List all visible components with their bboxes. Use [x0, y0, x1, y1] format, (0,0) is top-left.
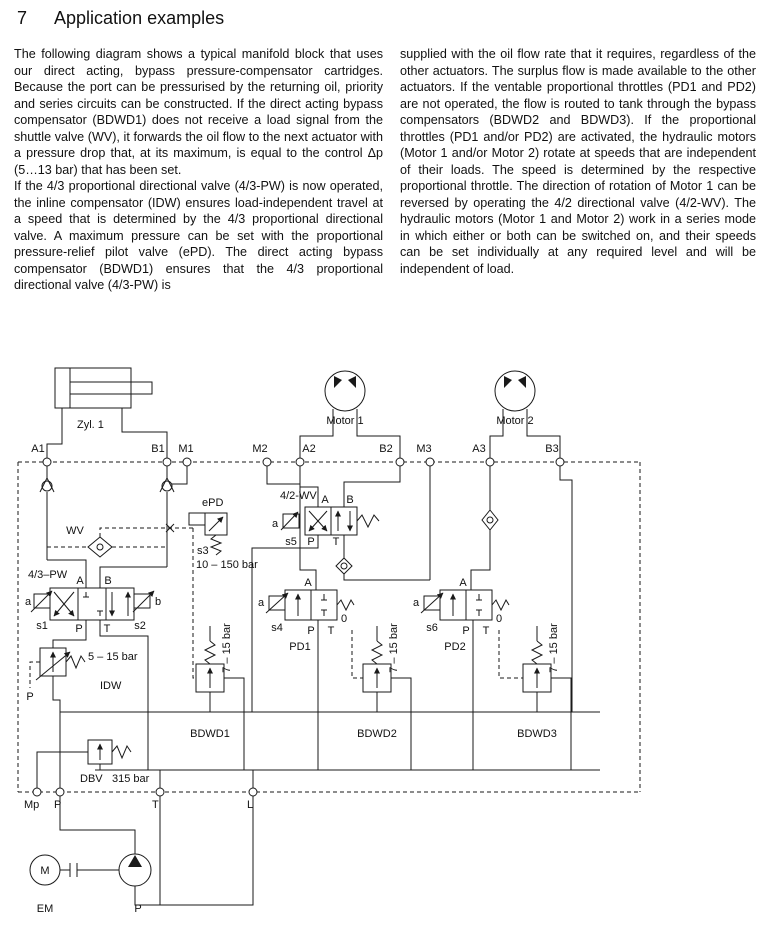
electric-motor-m: M [40, 865, 50, 877]
valve43-pos-a: a [24, 596, 32, 608]
cylinder-label: Zyl. 1 [77, 419, 104, 431]
valve42-port-b: B [346, 494, 354, 506]
port-m3 [426, 458, 434, 466]
shuttle-valve-label: WV [66, 525, 84, 537]
idw-port-p: P [26, 691, 34, 703]
port-a1 [43, 458, 51, 466]
compensator-bdwd3 [523, 626, 571, 770]
motor1-label: Motor 1 [326, 415, 364, 427]
dbv-label: DBV [80, 773, 103, 785]
bdwd2-label: BDWD2 [357, 728, 397, 740]
valve43-port-b: B [104, 575, 112, 587]
port-l [249, 788, 257, 796]
port-label-m2: M2 [252, 443, 268, 455]
port-label-mp: Mp [24, 799, 40, 811]
check-valve-a1 [40, 466, 54, 560]
pump-unit [30, 796, 253, 905]
port-label-b1: B1 [151, 443, 165, 455]
valve42-port-p: P [307, 536, 315, 548]
s6-label: s6 [426, 622, 438, 634]
paragraph: supplied with the oil flow rate that it requires, regardless of the other actuators. The surplus flow is made available to the other actuators. If the ventable proportional throttles (PD1 and PD2) are not operated, the flow is routed to tank through the bypass compensators (BDWD2 and BDWD3). If the proportional throttles (PD1 and/or PD2) are activated, the hydraulic motors (Motor 1 and/or Motor 2) rotate at speeds that are independent of their loads. The speed is determined by the respective proportional throttle. The direction of rotation of Motor 1 can be reversed by operating the 4/2 directional valve (4/2-WV). The hydraulic motors (Motor 1 and Motor 2) work in a series mode in which either or both can be switched on, and their speeds can be set individually at any required level and will be independent of load. [400, 47, 756, 276]
section-heading [17, 8, 224, 29]
pd1-port-t: T [327, 625, 335, 637]
pd1-pos-0: 0 [340, 613, 348, 625]
valve43-label: 4/3–PW [28, 569, 68, 581]
diagram-labels [24, 415, 560, 915]
port-b3 [556, 458, 564, 466]
pd2-pos-a: a [412, 597, 420, 609]
port-b1 [163, 458, 171, 466]
pd1-port-a: A [304, 577, 312, 589]
pump-label: P [134, 903, 142, 915]
valve-4-3-pw [31, 560, 167, 770]
port-label-b3: B3 [545, 443, 559, 455]
relief-valve-dbv [60, 740, 131, 770]
bdwd3-range-label: 7 – 15 bar [548, 623, 560, 673]
s2-label: s2 [134, 620, 146, 632]
pd2-port-t: T [482, 625, 490, 637]
port-a2 [296, 458, 304, 466]
check-valve-b1 [160, 466, 174, 567]
bdwd1-label: BDWD1 [190, 728, 230, 740]
port-label-a1: A1 [31, 443, 45, 455]
epd-range-label: 10 – 150 bar [196, 559, 258, 571]
paragraph: The following diagram shows a typical manifold block that uses our direct acting, bypass pressure-compensator cartridges. Because the port can be pressurised by the returning oil, priority and series circuits can be constructed. If the direct acting bypass compensator (BDWD1) does not receive a load signal from the shuttle valve (WV), it forwards the oil flow to the next actuator with a pressure drop that, at its maximum, is equal to the control Δp (5…13 bar) that has been set. [14, 47, 383, 177]
pd1-pos-a: a [257, 597, 265, 609]
valve43-port-t: T [103, 623, 111, 635]
s5-label: s5 [285, 536, 297, 548]
dbv-setting-label: 315 bar [112, 773, 150, 785]
port-m2 [263, 458, 271, 466]
valve43-pos-b: b [154, 596, 162, 608]
hydraulic-circuit-diagram [0, 355, 769, 930]
port-mp [33, 788, 41, 796]
port-label-t: T [152, 799, 159, 811]
pd1-label: PD1 [289, 641, 311, 653]
pd2-label: PD2 [444, 641, 466, 653]
pd2-port-p: P [462, 625, 470, 637]
idw-range-label: 5 – 15 bar [88, 651, 138, 663]
port-label-a3: A3 [472, 443, 486, 455]
pd1-port-p: P [307, 625, 315, 637]
idw-label: IDW [100, 680, 122, 692]
port-label-p: P [54, 799, 62, 811]
motor2-label: Motor 2 [496, 415, 534, 427]
compensator-bdwd2 [363, 626, 411, 770]
valve43-port-a: A [76, 575, 84, 587]
valve42-label: 4/2-WV [280, 490, 317, 502]
pd2-pos-0: 0 [495, 613, 503, 625]
bdwd1-range-label: 7 – 15 bar [221, 623, 233, 673]
text-column-1 [14, 46, 383, 294]
port-label-m1: M1 [178, 443, 194, 455]
valve-4-2-wv [252, 466, 430, 712]
valve42-port-a: A [321, 494, 329, 506]
valve42-pos-a: a [271, 518, 279, 530]
port-a3 [486, 458, 494, 466]
port-p [56, 788, 64, 796]
pd2-port-a: A [459, 577, 467, 589]
port-b2 [396, 458, 404, 466]
s1-label: s1 [36, 620, 48, 632]
paragraph: If the 4/3 proportional directional valve (4/3-PW) is now operated, the inline compensator (IDW) ensures load-independent travel at a speed that is determined by the 4/3 proportional directional valve. A maximum pressure can be set with the proportional pressure-relief pilot valve (ePD). The direct acting bypass compensator (BDWD1) ensures that the 4/3 proportional directional valve (4/3-PW) is [14, 179, 383, 292]
text-column-2 [400, 46, 756, 294]
valve43-port-p: P [75, 623, 83, 635]
port-label-b2: B2 [379, 443, 393, 455]
section-number: 7 [17, 8, 28, 28]
compensator-bdwd1 [196, 626, 244, 770]
port-label-a2: A2 [302, 443, 316, 455]
cylinder-zyl1 [47, 368, 167, 458]
epd-label: ePD [202, 497, 224, 509]
port-t [156, 788, 164, 796]
body-text [14, 46, 756, 294]
s4-label: s4 [271, 622, 283, 634]
em-label: EM [36, 903, 54, 915]
section-title: Application examples [54, 8, 225, 28]
port-label-m3: M3 [416, 443, 432, 455]
bdwd2-range-label: 7 – 15 bar [388, 623, 400, 673]
s3-label: s3 [197, 545, 209, 557]
port-m1 [183, 458, 191, 466]
valve42-port-t: T [332, 536, 340, 548]
bdwd3-label: BDWD3 [517, 728, 557, 740]
shuttle-valve-wv [88, 524, 174, 557]
compensator-idw [36, 648, 85, 712]
port-label-l: L [247, 799, 254, 811]
